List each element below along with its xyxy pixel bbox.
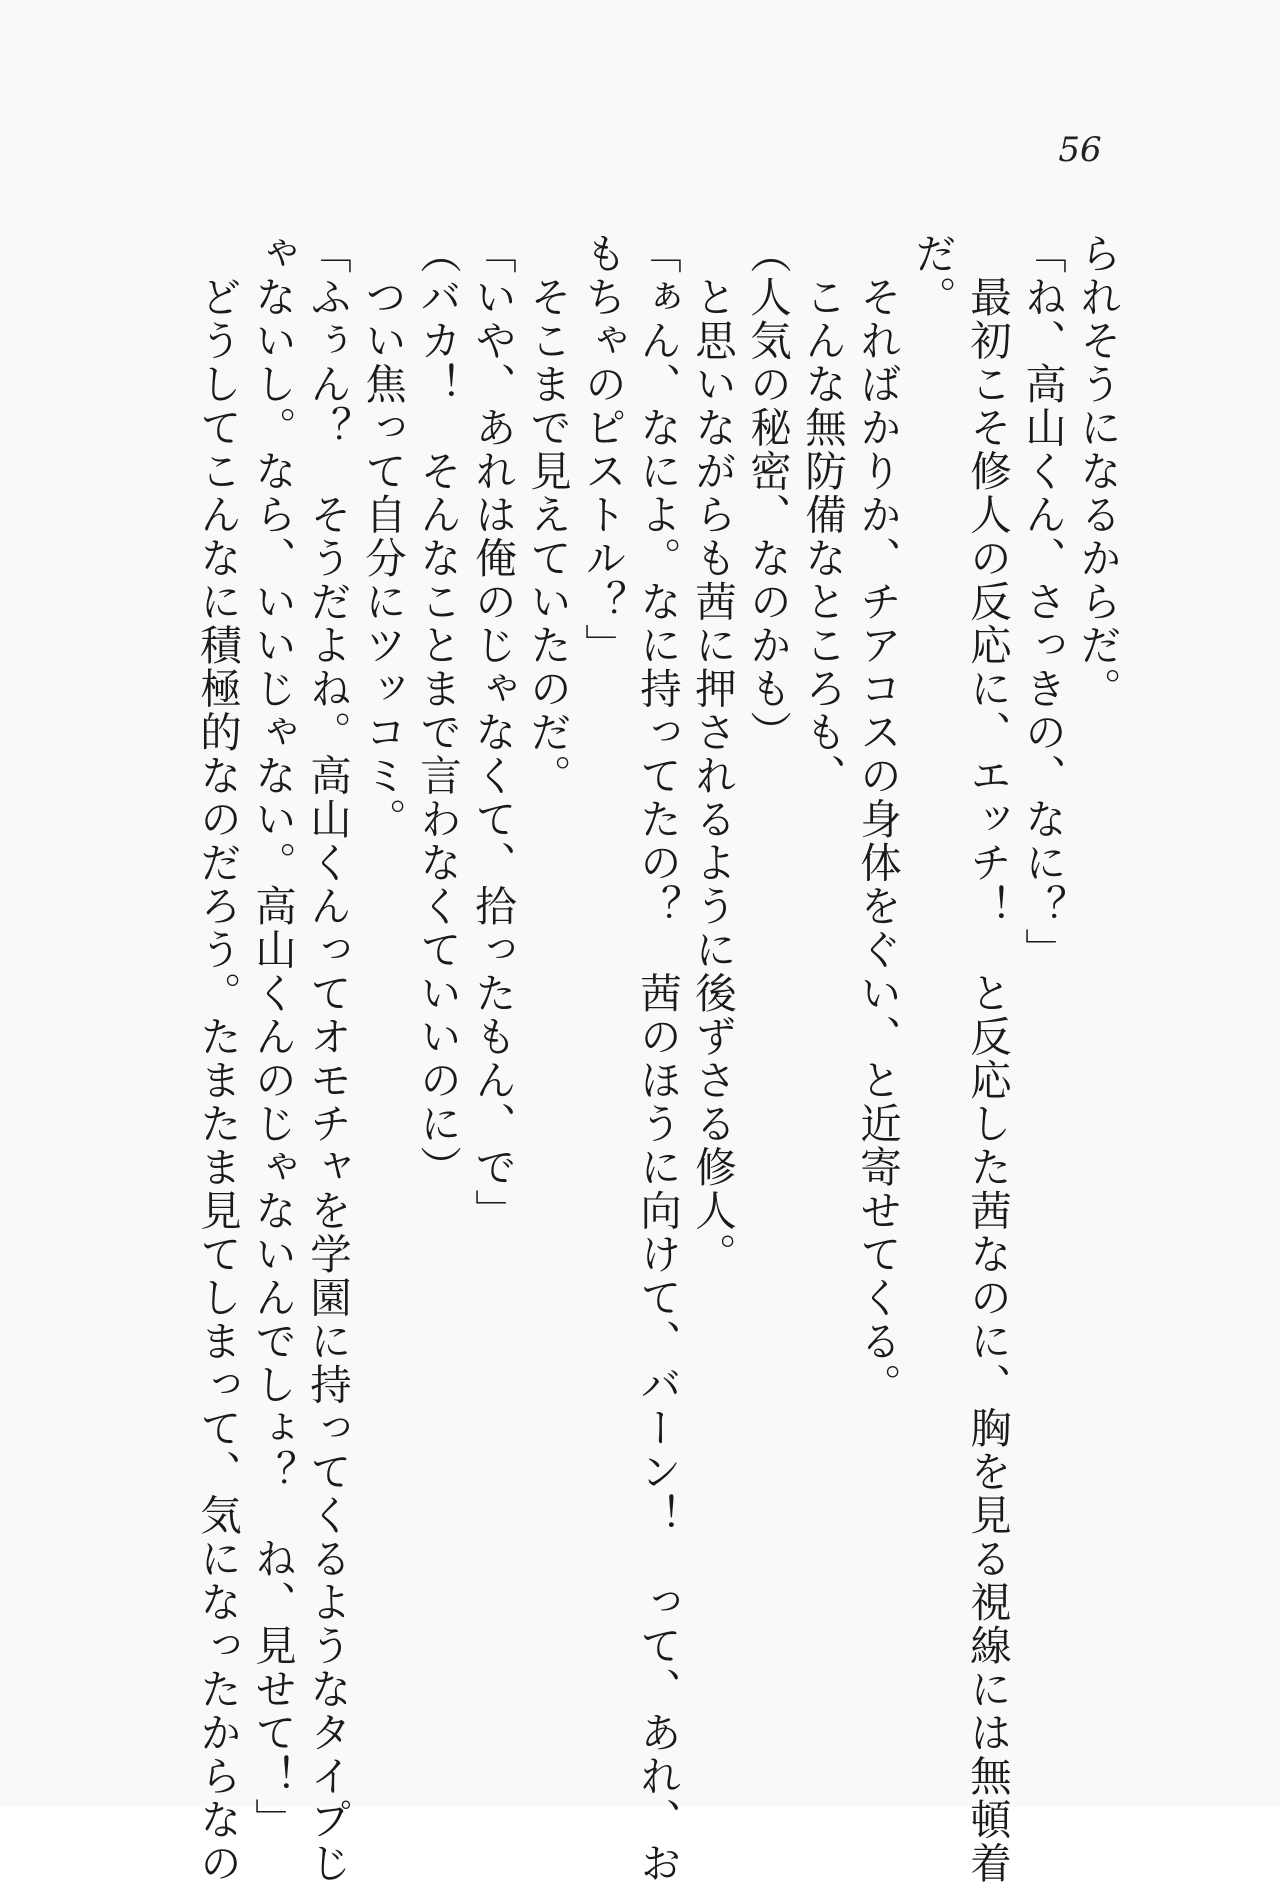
text-line: つい焦って自分にツッコミ。 [358, 232, 407, 841]
text-line: 「いや、あれは俺のじゃなくて、拾ったもん、で」 [468, 232, 517, 1233]
text-line: ゃないし。なら、いいじゃない。高山くんのじゃないんでしょ？ ね、見せて！」 [248, 232, 297, 1842]
text-line: こんな無防備なところも、 [798, 232, 847, 798]
text-line: られそうになるからだ。 [1073, 232, 1122, 711]
text-line: 「ね、高山くん、さっきの、なに？」 [1018, 232, 1067, 972]
text-line: と思いながらも茜に押されるように後ずさる修人。 [688, 232, 737, 1276]
text-line: そればかりか、チアコスの身体をぐい、と近寄せてくる。 [853, 232, 902, 1407]
text-line: 最初こそ修人の反応に、エッチ！ と反応した茜なのに、胸を見る視線には無頓着 [963, 232, 1012, 1885]
text-line: （バカ！ そんなことまで言わなくていいのに） [413, 232, 462, 1189]
vertical-text-body [190, 232, 1125, 1885]
text-line: そこまで見えていたのだ。 [523, 232, 572, 798]
text-line: （人気の秘密、なのかも） [743, 232, 792, 754]
text-line: どうしてこんなに積極的なのだろう。たまたま見てしまって、気になったからなの [193, 232, 242, 1885]
text-line: 「ぁん、なによ。なに持ってたの？ 茜のほうに向けて、バーン！ って、あれ、お [633, 232, 682, 1885]
text-line: だ。 [908, 232, 957, 319]
page-number: 56 [1058, 130, 1102, 170]
text-line: もちゃのピストル？」 [578, 232, 627, 667]
text-line: 「ふぅん？ そうだよね。高山くんってオモチャを学園に持ってくるようなタイプじ [303, 232, 352, 1885]
